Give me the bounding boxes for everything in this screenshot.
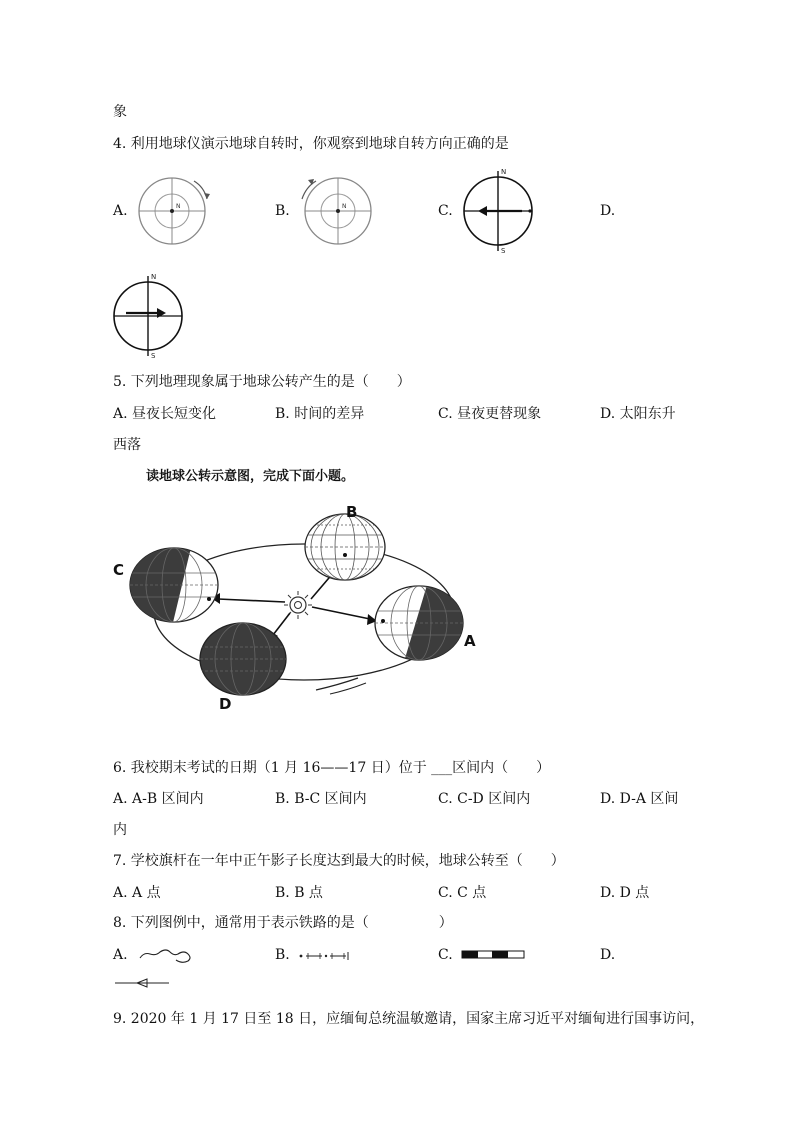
q8-option-d-label: D. <box>600 947 616 963</box>
question-6-stem: 6. 我校期末考试的日期（1 月 16——17 日）位于 ___区间内（ ） <box>113 760 551 776</box>
q6-option-d: D. D-A 区间 <box>600 791 679 807</box>
orbit-label-b: B <box>346 503 358 521</box>
orbit-figure-intro: 读地球公转示意图，完成下面小题。 <box>146 469 355 484</box>
q7-option-a: A. A 点 <box>113 885 161 901</box>
orbit-label-c: C <box>113 561 125 579</box>
svg-text:N: N <box>342 203 347 210</box>
q6-option-c: C. C-D 区间内 <box>438 791 531 807</box>
svg-text:N: N <box>176 203 181 210</box>
q5-option-b: B. 时间的差异 <box>275 406 365 422</box>
q4-option-a-globe-figure <box>136 175 212 247</box>
earth-revolution-figure <box>108 495 498 720</box>
q6-option-b: B. B-C 区间内 <box>275 791 367 807</box>
q4-option-d-label: D. <box>600 203 616 219</box>
earth-a-globe <box>375 575 478 675</box>
q5-option-d: D. 太阳东升 <box>600 406 676 422</box>
q4c-north-label: N <box>501 168 507 176</box>
question-5-stem: 5. 下列地理现象属于地球公转产生的是（ ） <box>113 374 411 390</box>
earth-b-globe <box>305 514 385 580</box>
q7-option-d: D. D 点 <box>600 885 650 901</box>
question-7-stem: 7. 学校旗杆在一年中正午影子长度达到最大的时候，地球公转至（ ） <box>113 853 565 869</box>
question-4-stem: 4. 利用地球仪演示地球自转时，你观察到地球自转方向正确的是 <box>113 136 509 152</box>
q4-option-b-globe-figure <box>296 175 376 247</box>
q5-option-c: C. 昼夜更替现象 <box>438 406 542 422</box>
q4-option-c-globe-figure <box>460 165 540 255</box>
q5-option-d-wrap: 西落 <box>113 437 141 453</box>
q8-option-c-railway-symbol <box>461 949 525 961</box>
q4-option-d-globe-figure <box>110 270 190 360</box>
text-fragment: 象 <box>113 104 127 120</box>
q8-option-b-label: B. <box>275 947 290 963</box>
q8-option-a-label: A. <box>113 947 128 963</box>
q4-option-a-label: A. <box>113 203 128 219</box>
earth-d-globe <box>200 623 286 695</box>
orbit-label-a: A <box>464 632 476 650</box>
q8-option-d-arrow-line-symbol <box>113 976 173 990</box>
q4d-south-label: S <box>151 352 156 360</box>
q8-option-b-boundary-symbol <box>298 949 354 963</box>
q7-option-c: C. C 点 <box>438 885 487 901</box>
question-9-stem: 9. 2020 年 1 月 17 日至 18 日，应缅甸总统温敏邀请，国家主席习近平对缅甸进行国事访问， <box>113 1011 705 1027</box>
q5-option-a: A. 昼夜长短变化 <box>113 406 217 422</box>
orbit-label-d: D <box>219 695 232 713</box>
q4c-south-label: S <box>501 247 506 255</box>
q4-option-c-label: C. <box>438 203 453 219</box>
q6-option-d-wrap: 内 <box>113 822 127 838</box>
question-8-stem: 8. 下列图例中，通常用于表示铁路的是（ ） <box>113 915 453 931</box>
q6-option-a: A. A-B 区间内 <box>113 791 204 807</box>
q4d-north-label: N <box>151 273 157 281</box>
q4-option-b-label: B. <box>275 203 290 219</box>
q8-option-a-river-symbol <box>138 944 194 966</box>
q7-option-b: B. B 点 <box>275 885 323 901</box>
earth-c-globe <box>118 535 218 635</box>
q8-option-c-label: C. <box>438 947 453 963</box>
